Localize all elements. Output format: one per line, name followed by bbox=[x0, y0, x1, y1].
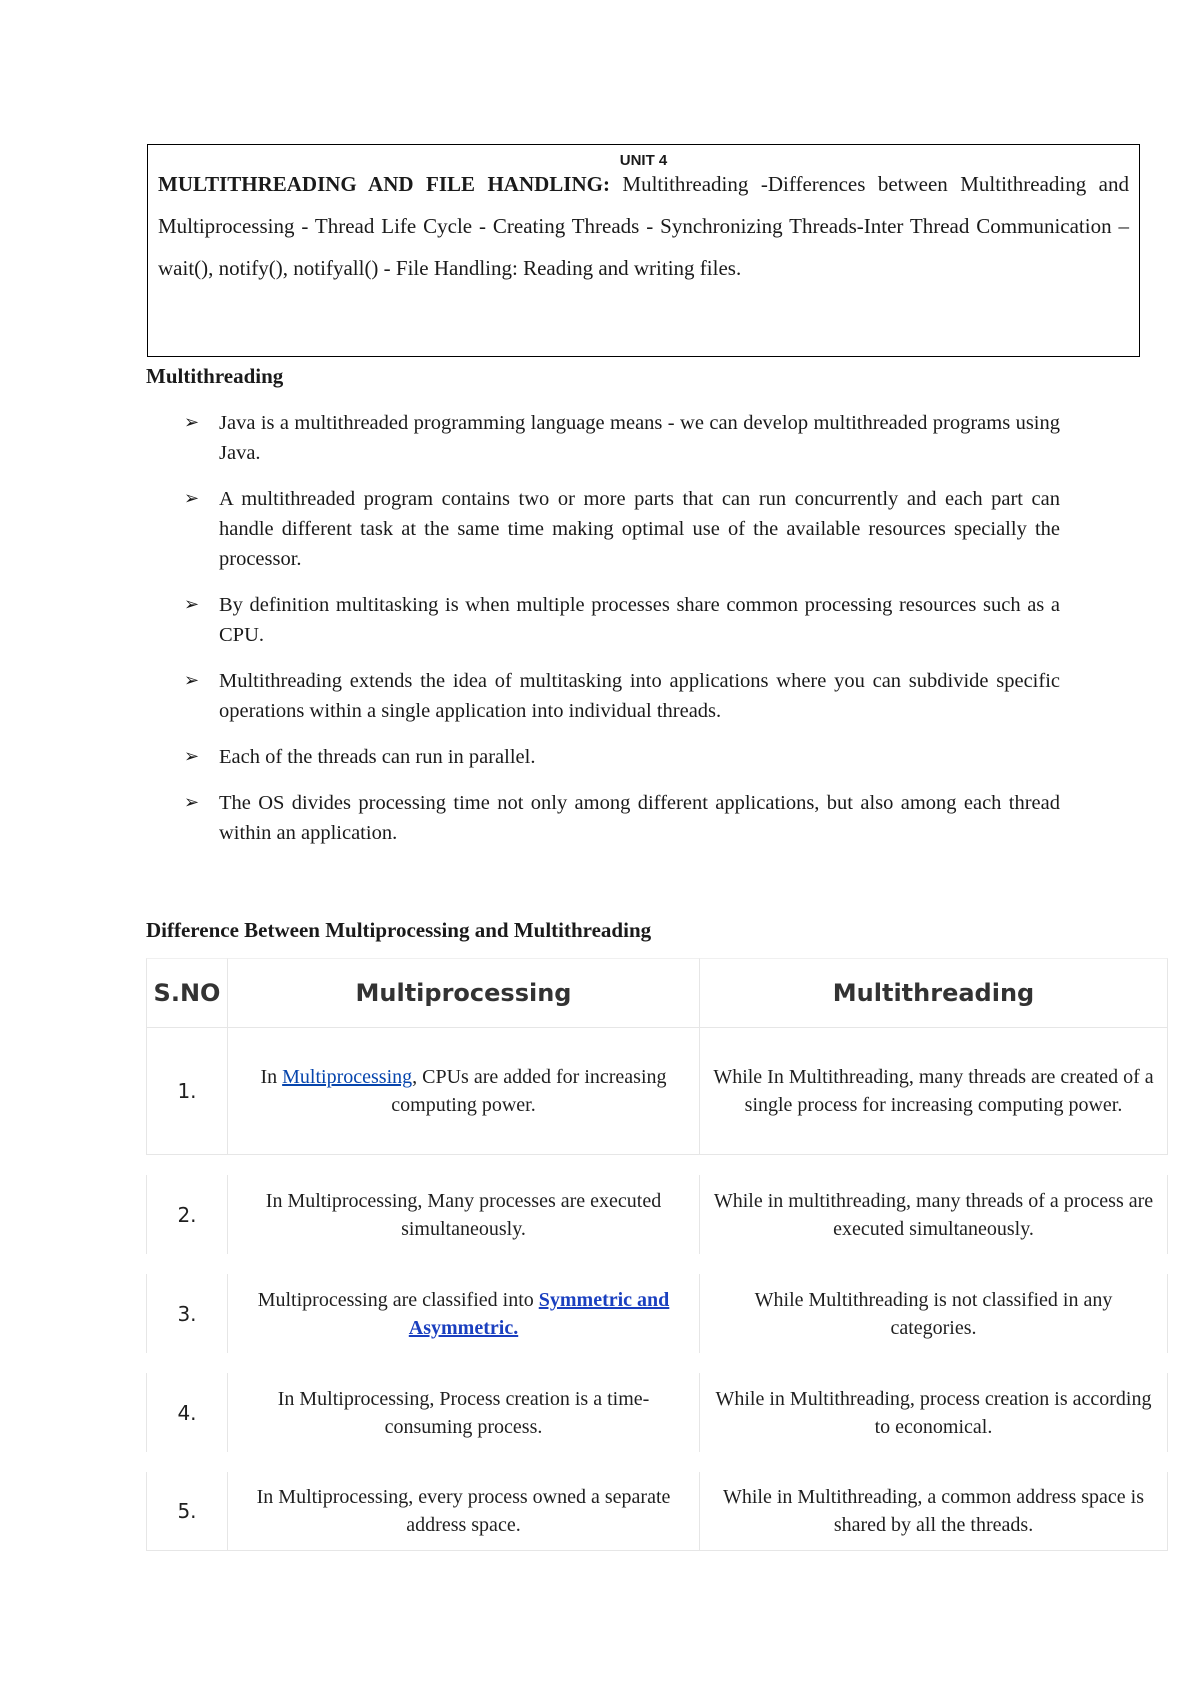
multithreading-bullet-list bbox=[184, 408, 1060, 864]
arrowhead-bullet-icon: ➢ bbox=[184, 792, 200, 813]
header-sno: S.NO bbox=[146, 958, 228, 1028]
unit-title: UNIT 4 bbox=[619, 152, 668, 169]
multiprocessing-link[interactable]: Multiprocessing bbox=[282, 1066, 413, 1088]
unit-topics-text: Multithreading -Differences between Multithreading and Multiprocessing - Thread Life Cycle - Creating Threads - Synchronizing Threads-Inter Thread Communication – wait(), notify(), notifyall() - File Handling: Reading and writing files. bbox=[158, 172, 1129, 280]
header-multiprocessing: Multiprocessing bbox=[228, 958, 700, 1028]
symmetric-asymmetric-link[interactable]: Symmetric and Asymmetric. bbox=[408, 1288, 670, 1339]
list-item: ➢ By definition multitasking is when multiple processes share common processing resources such as a CPU. bbox=[184, 590, 1060, 650]
table-row: 5. In Multiprocessing, every process owned a separate address space. While in Multithreading, a common address space is shared by all the threads. bbox=[146, 1472, 1168, 1551]
table-header-row bbox=[146, 958, 1168, 1028]
list-item: ➢ Each of the threads can run in parallel. bbox=[184, 742, 1060, 772]
arrowhead-bullet-icon: ➢ bbox=[184, 746, 200, 767]
list-item: ➢ A multithreaded program contains two or more parts that can run concurrently and each part can handle different task at the same time making optimal use of the available resources specially the processor. bbox=[184, 484, 1060, 574]
arrowhead-bullet-icon: ➢ bbox=[184, 488, 200, 509]
table-row: 1. In Multiprocessing, CPUs are added for increasing computing power. While In Multithreading, many threads are created of a single process for increasing computing power. bbox=[146, 1028, 1168, 1155]
unit-topics bbox=[158, 163, 1129, 289]
arrowhead-bullet-icon: ➢ bbox=[184, 594, 200, 615]
unit-heading: MULTITHREADING AND FILE HANDLING: bbox=[158, 172, 610, 196]
multithreading-heading: Multithreading bbox=[146, 364, 284, 388]
header-multithreading: Multithreading bbox=[700, 958, 1168, 1028]
list-item: ➢ Java is a multithreaded programming language means - we can develop multithreaded programs using Java. bbox=[184, 408, 1060, 468]
table-row: 4. In Multiprocessing, Process creation is a time-consuming process. While in Multithreading, process creation is according to economical. bbox=[146, 1373, 1168, 1452]
list-item: ➢ The OS divides processing time not only among different applications, but also among each thread within an application. bbox=[184, 788, 1060, 848]
arrowhead-bullet-icon: ➢ bbox=[184, 670, 200, 691]
table-row: 2. In Multiprocessing, Many processes are executed simultaneously. While in multithreading, many threads of a process are executed simultaneously. bbox=[146, 1175, 1168, 1254]
difference-heading: Difference Between Multiprocessing and Multithreading bbox=[146, 918, 652, 942]
unit-syllabus-box bbox=[147, 144, 1140, 357]
list-item: ➢ Multithreading extends the idea of multitasking into applications where you can subdivide specific operations within a single application into individual threads. bbox=[184, 666, 1060, 726]
difference-table bbox=[146, 958, 1168, 1551]
table-row: 3. Multiprocessing are classified into Symmetric and Asymmetric. While Multithreading is not classified in any categories. bbox=[146, 1274, 1168, 1353]
arrowhead-bullet-icon: ➢ bbox=[184, 412, 200, 433]
